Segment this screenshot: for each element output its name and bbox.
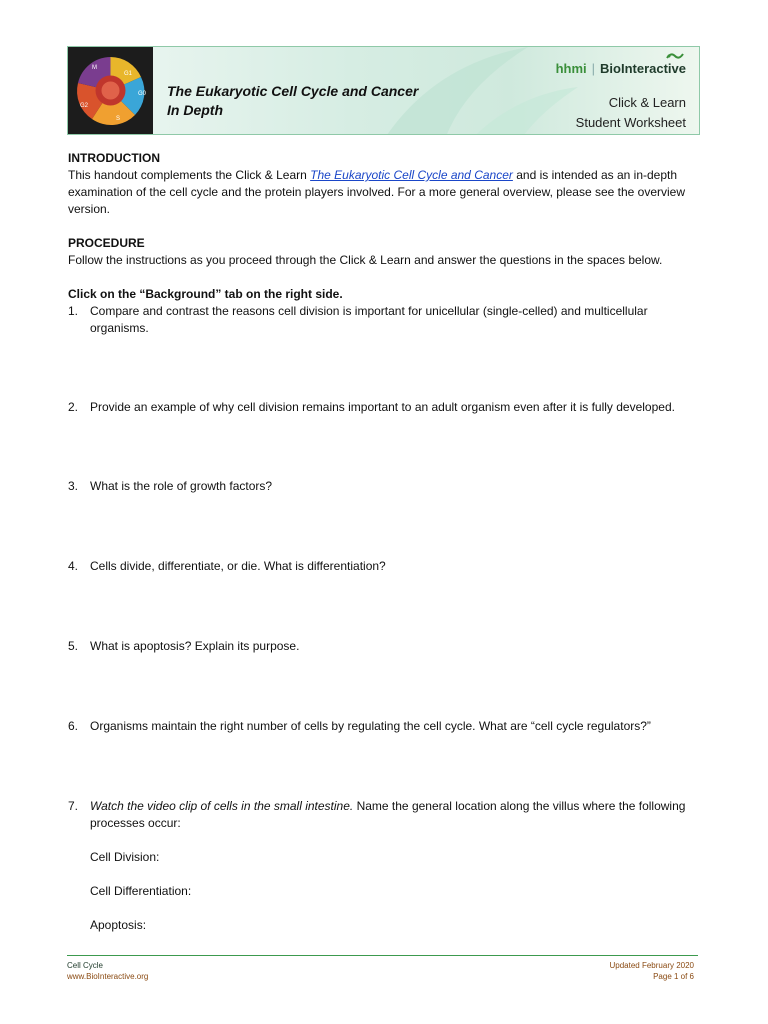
svg-text:S: S xyxy=(116,116,121,122)
question-7: 7. Watch the video clip of cells in the small intestine. Name the general location along the villus where the following processes occur: xyxy=(68,799,686,830)
click-and-learn-link[interactable]: The Eukaryotic Cell Cycle and Cancer xyxy=(310,168,513,182)
intro-heading: INTRODUCTION xyxy=(68,151,160,165)
svg-text:G2: G2 xyxy=(80,103,89,109)
question-2: 2. Provide an example of why cell division remains important to an adult organism even after it is fully developed. xyxy=(68,400,675,414)
question-6: 6. Organisms maintain the right number of cells by regulating the cell cycle. What are “cell cycle regulators?” xyxy=(68,719,651,733)
biointeractive-logo: hhmi | BioInteractive xyxy=(555,61,686,76)
footer-website-link[interactable]: www.BioInteractive.org xyxy=(67,972,149,981)
cell-cycle-diagram-image xyxy=(68,47,153,134)
document-title: The Eukaryotic Cell Cycle and Cancer In Depth xyxy=(167,83,419,118)
page-footer xyxy=(67,955,698,981)
answer-label-cell-division: Cell Division: xyxy=(90,850,160,864)
svg-text:G1: G1 xyxy=(124,71,133,77)
question-5: 5. What is apoptosis? Explain its purpose. xyxy=(68,639,300,653)
intro-paragraph: This handout complements the Click & Learn The Eukaryotic Cell Cycle and Cancer and is intended as an in-depth examination of the cell cycle and the protein players involved. For a more general overview, please see the overview version. xyxy=(68,168,685,216)
footer-left: Cell Cycle www.BioInteractive.org xyxy=(67,961,149,981)
svg-text:M: M xyxy=(92,65,97,71)
question-1: 1. Compare and contrast the reasons cell division is important for unicellular (single-celled) and multicellular organisms. xyxy=(68,304,648,335)
question-3: 3. What is the role of growth factors? xyxy=(68,479,273,493)
worksheet-body xyxy=(68,150,700,934)
answer-label-apoptosis: Apoptosis: xyxy=(90,918,147,932)
answer-label-cell-differentiation: Cell Differentiation: xyxy=(90,884,192,898)
footer-right: Updated February 2020 Page 1 of 6 xyxy=(609,961,694,981)
section-instruction: Click on the “Background” tab on the right side. xyxy=(68,287,343,301)
svg-text:G0: G0 xyxy=(138,91,147,97)
procedure-heading: PROCEDURE xyxy=(68,236,145,250)
procedure-paragraph: Follow the instructions as you proceed through the Click & Learn and answer the questions in the spaces below. xyxy=(68,253,663,267)
header-banner xyxy=(67,46,700,135)
question-4: 4. Cells divide, differentiate, or die. What is differentiation? xyxy=(68,559,386,573)
page-number: Page 1 of 6 xyxy=(653,972,694,981)
worksheet-type: Click & Learn Student Worksheet xyxy=(575,95,686,130)
